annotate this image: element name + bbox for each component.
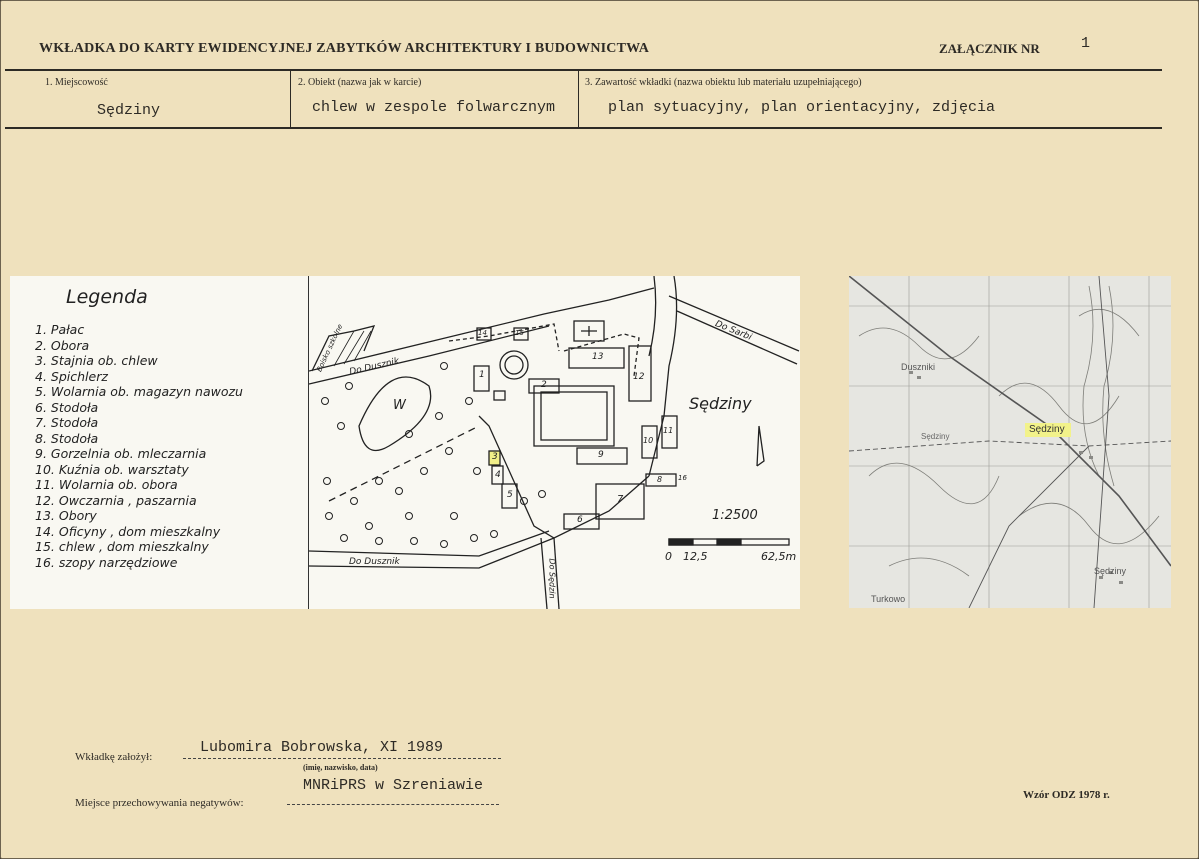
- map-label-sedziny: Sędziny: [1029, 424, 1065, 435]
- legend-item: 9. Gorzelnia ob. mleczarnia: [35, 446, 207, 461]
- form-model: Wzór ODZ 1978 r.: [1023, 789, 1110, 801]
- north-arrow: [757, 426, 764, 466]
- building-number-8: 8: [657, 475, 663, 484]
- storage-label: Miejsce przechowywania negatywów:: [75, 797, 244, 809]
- pond: [359, 377, 431, 451]
- founder-label: Wkładkę założył:: [75, 751, 153, 763]
- object-label: 2. Obiekt (nazwa jak w karcie): [298, 77, 422, 88]
- place-value: Sędziny: [97, 102, 161, 119]
- building-number-12: 12: [633, 372, 645, 382]
- building-number-16: 16: [678, 474, 687, 482]
- courtyard-inner: [541, 392, 607, 440]
- legend-item: 3. Stajnia ob. chlew: [35, 353, 158, 368]
- courtyard: [534, 386, 614, 446]
- contents-value: plan sytuacyjny, plan orientacyjny, zdjęcia: [608, 99, 996, 116]
- building-number-6: 6: [577, 515, 583, 525]
- trees: [322, 363, 546, 548]
- orientation-map: [849, 276, 1171, 608]
- scale-tick-2: 62,5m: [761, 550, 797, 563]
- road-label-sarbi: Do Sarbi: [713, 319, 753, 343]
- field-label: Boisko szkolne: [315, 322, 345, 374]
- legend-item: 5. Wolarnia ob. magazyn nawozu: [35, 384, 243, 399]
- legend-item: 15. chlew , dom mieszkalny: [35, 539, 209, 554]
- legend-item: 11. Wolarnia ob. obora: [35, 477, 178, 492]
- field-divider-2: [578, 71, 579, 127]
- village-label: Sędziny: [689, 394, 752, 413]
- field-divider-1: [290, 71, 291, 127]
- building-number-10: 10: [643, 436, 654, 445]
- storage-value: MNRiPRS w Szreniawie: [303, 777, 484, 794]
- roundabout-outer: [500, 351, 528, 379]
- path-dashed: [329, 426, 479, 501]
- place-label: 1. Miejscowość: [45, 77, 108, 88]
- map-label-sedziny-road: Sędziny: [921, 432, 950, 441]
- legend-item: 6. Stodoła: [35, 399, 99, 415]
- road-edge: [649, 276, 677, 476]
- building-number-11: 11: [663, 426, 674, 435]
- map-label-sedziny-south: Sędziny: [1094, 566, 1127, 576]
- legend-item: 10. Kuźnia ob. warsztaty: [35, 461, 189, 477]
- scale-tick-1: 12,5: [683, 550, 708, 563]
- map-label-duszniki: Duszniki: [901, 362, 936, 372]
- cross-mark: [581, 326, 597, 336]
- road-label-dusznik-bottom: Do Dusznik: [349, 557, 400, 567]
- scale-label: 1:2500: [712, 508, 758, 523]
- legend-item: 16. szopy narzędziowe: [35, 554, 178, 570]
- attachment-number: 1: [1081, 35, 1091, 52]
- legend-panel: [10, 276, 308, 609]
- road-label-dusznik-top: Do Dusznik: [348, 356, 401, 378]
- legend-item: 8. Stodoła: [35, 430, 99, 446]
- attachment-label: ZAŁĄCZNIK NR: [939, 41, 1040, 56]
- scale-tick-0: 0: [665, 550, 672, 563]
- header-rule: [5, 69, 1162, 71]
- scale-bar-segment: [669, 539, 693, 545]
- card-title: WKŁADKA DO KARTY EWIDENCYJNEJ ZABYTKÓW ARCHITEKTURY I BUDOWNICTWA: [39, 41, 650, 56]
- building-16: [494, 391, 505, 400]
- building-number-3: 3: [492, 452, 498, 462]
- road-edge: [669, 296, 799, 351]
- building-number-5: 5: [507, 490, 513, 500]
- legend-item: 2. Obora: [35, 337, 90, 353]
- map-label-turkowo: Turkowo: [871, 594, 906, 604]
- building-number-13: 13: [592, 352, 604, 362]
- legend-list: [35, 322, 243, 570]
- contents-label: 3. Zawartość wkładki (nazwa obiektu lub materiału uzupełniającego): [585, 77, 862, 88]
- legend-item: 14. Oficyny , dom mieszkalny: [35, 523, 221, 539]
- legend-item: 7. Stodoła: [35, 415, 99, 430]
- building-number-14: 14: [478, 329, 487, 337]
- building-number-4: 4: [495, 470, 501, 480]
- pond-label: W: [393, 398, 406, 413]
- legend-title: Legenda: [66, 286, 148, 308]
- founder-value: Lubomira Bobrowska, XI 1989: [200, 739, 444, 756]
- building-number-2: 2: [541, 380, 547, 390]
- building-number-9: 9: [598, 450, 604, 460]
- fields-rule: [5, 127, 1162, 129]
- road-label-south: Do Sędzin: [547, 558, 557, 599]
- legend-item: 12. Owczarnia , paszarnia: [35, 492, 197, 508]
- road-edge: [309, 326, 549, 384]
- building-number-1: 1: [479, 370, 485, 380]
- topo-drawing: [849, 276, 1171, 608]
- building-number-7: 7: [617, 494, 624, 505]
- road-edge: [541, 538, 547, 609]
- legend-item: 13. Obory: [35, 508, 97, 523]
- legend-item: 4. Spichlerz: [35, 368, 108, 384]
- object-value: chlew w zespole folwarcznym: [312, 99, 556, 116]
- roundabout: [505, 356, 523, 374]
- scale-bar-segment: [717, 539, 741, 545]
- building-number-15: 15: [515, 329, 524, 337]
- storage-underline: [287, 804, 499, 805]
- site-plan: [308, 276, 800, 609]
- founder-caption: (imię, nazwisko, data): [303, 763, 378, 772]
- founder-underline: [183, 758, 501, 759]
- legend-item: 1. Pałac: [35, 322, 85, 337]
